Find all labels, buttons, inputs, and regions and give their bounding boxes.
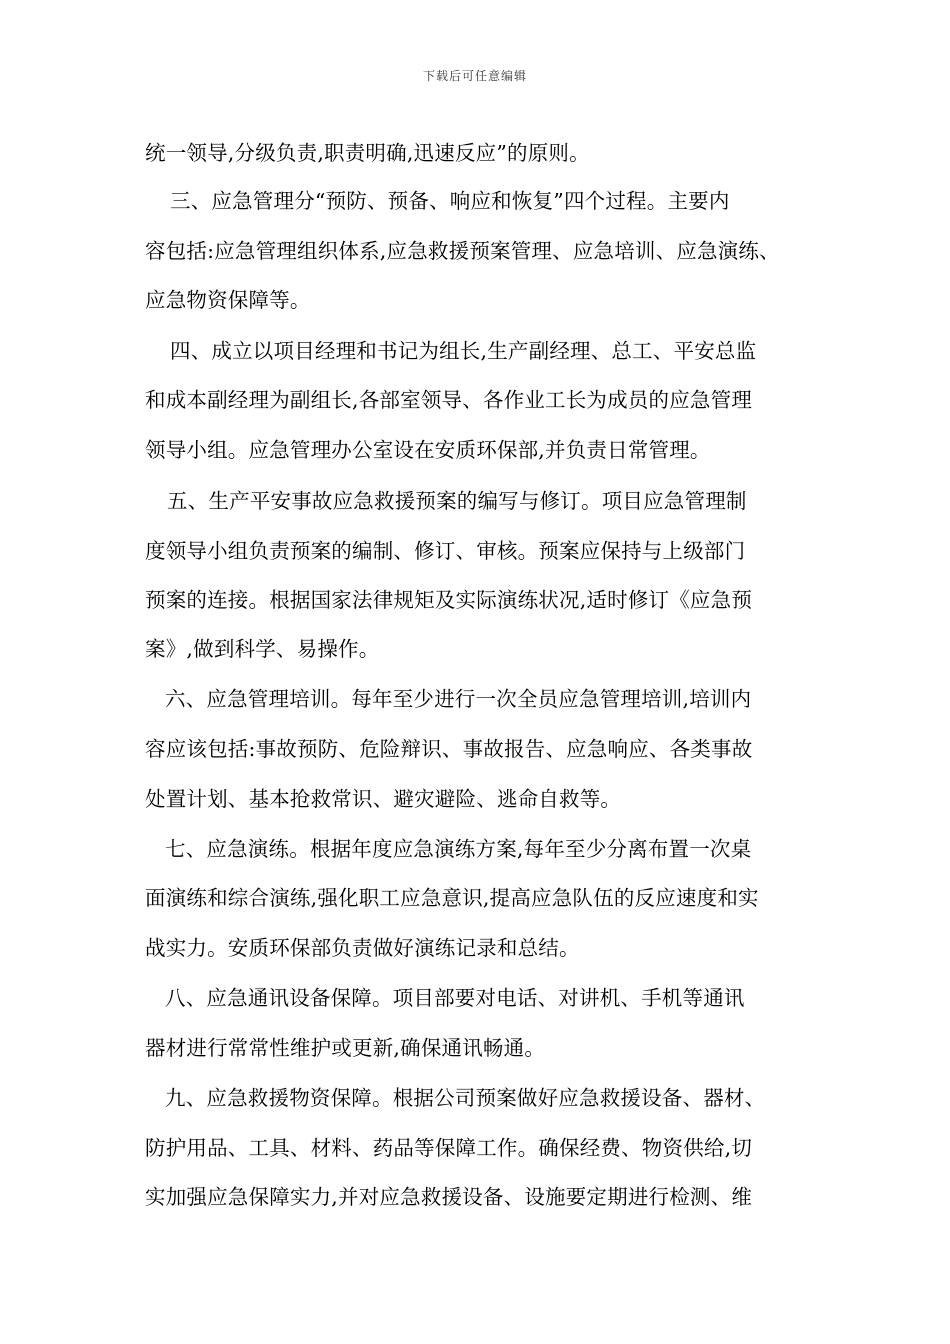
text-line: 容包括:应急管理组织体系,应急救援预案管理、应急培训、应急演练、 <box>145 239 780 263</box>
text-line: 处置计划、基本抢救常识、避灾避险、逃命自救等。 <box>145 787 622 811</box>
text-line: 五、生产平安事故应急救援预案的编写与修订。项目应急管理制 <box>167 489 747 513</box>
text-line: 面演练和综合演练,强化职工应急意识,提高应急队伍的反应速度和实 <box>145 886 759 910</box>
text-line: 度领导小组负责预案的编制、修订、审核。预案应保持与上级部门 <box>145 539 746 563</box>
text-line: 和成本副经理为副组长,各部室领导、各作业工长为成员的应急管理 <box>145 388 753 412</box>
text-line: 六、应急管理培训。每年至少进行一次全员应急管理培训,培训内 <box>165 687 752 711</box>
text-line: 统一领导,分级负责,职责明确,迅速反应”的原则。 <box>145 141 590 165</box>
page-header: 下载后可任意编辑 <box>422 69 527 83</box>
text-line: 器材进行常常性维护或更新,确保通讯畅通。 <box>145 1036 546 1060</box>
text-line: 案》,做到科学、易操作。 <box>145 637 380 661</box>
text-line: 防护用品、工具、材料、药品等保障工作。确保经费、物资供给,切 <box>145 1136 753 1160</box>
text-line: 实加强应急保障实力,并对应急救援设备、设施要定期进行检测、维 <box>145 1185 753 1209</box>
text-line: 应急物资保障等。 <box>145 288 311 312</box>
text-line: 三、应急管理分“预防、预备、响应和恢复”四个过程。主要内 <box>170 189 730 213</box>
text-line: 八、应急通讯设备保障。项目部要对电话、对讲机、手机等通讯 <box>165 986 745 1010</box>
text-line: 容应该包括:事故预防、危险辩识、事故报告、应急响应、各类事故 <box>145 737 753 761</box>
text-line: 战实力。安质环保部负责做好演练记录和总结。 <box>145 936 580 960</box>
text-line: 七、应急演练。根据年度应急演练方案,每年至少分离布置一次桌 <box>165 837 752 861</box>
text-line: 预案的连接。根据国家法律规矩及实际演练状况,适时修订《应急预 <box>145 588 753 612</box>
text-line: 九、应急救援物资保障。根据公司预案做好应急救援设备、器材、 <box>165 1086 766 1110</box>
text-line: 领导小组。应急管理办公室设在安质环保部,并负责日常管理。 <box>145 438 711 462</box>
text-line: 四、成立以项目经理和书记为组长,生产副经理、总工、平安总监 <box>170 339 757 363</box>
